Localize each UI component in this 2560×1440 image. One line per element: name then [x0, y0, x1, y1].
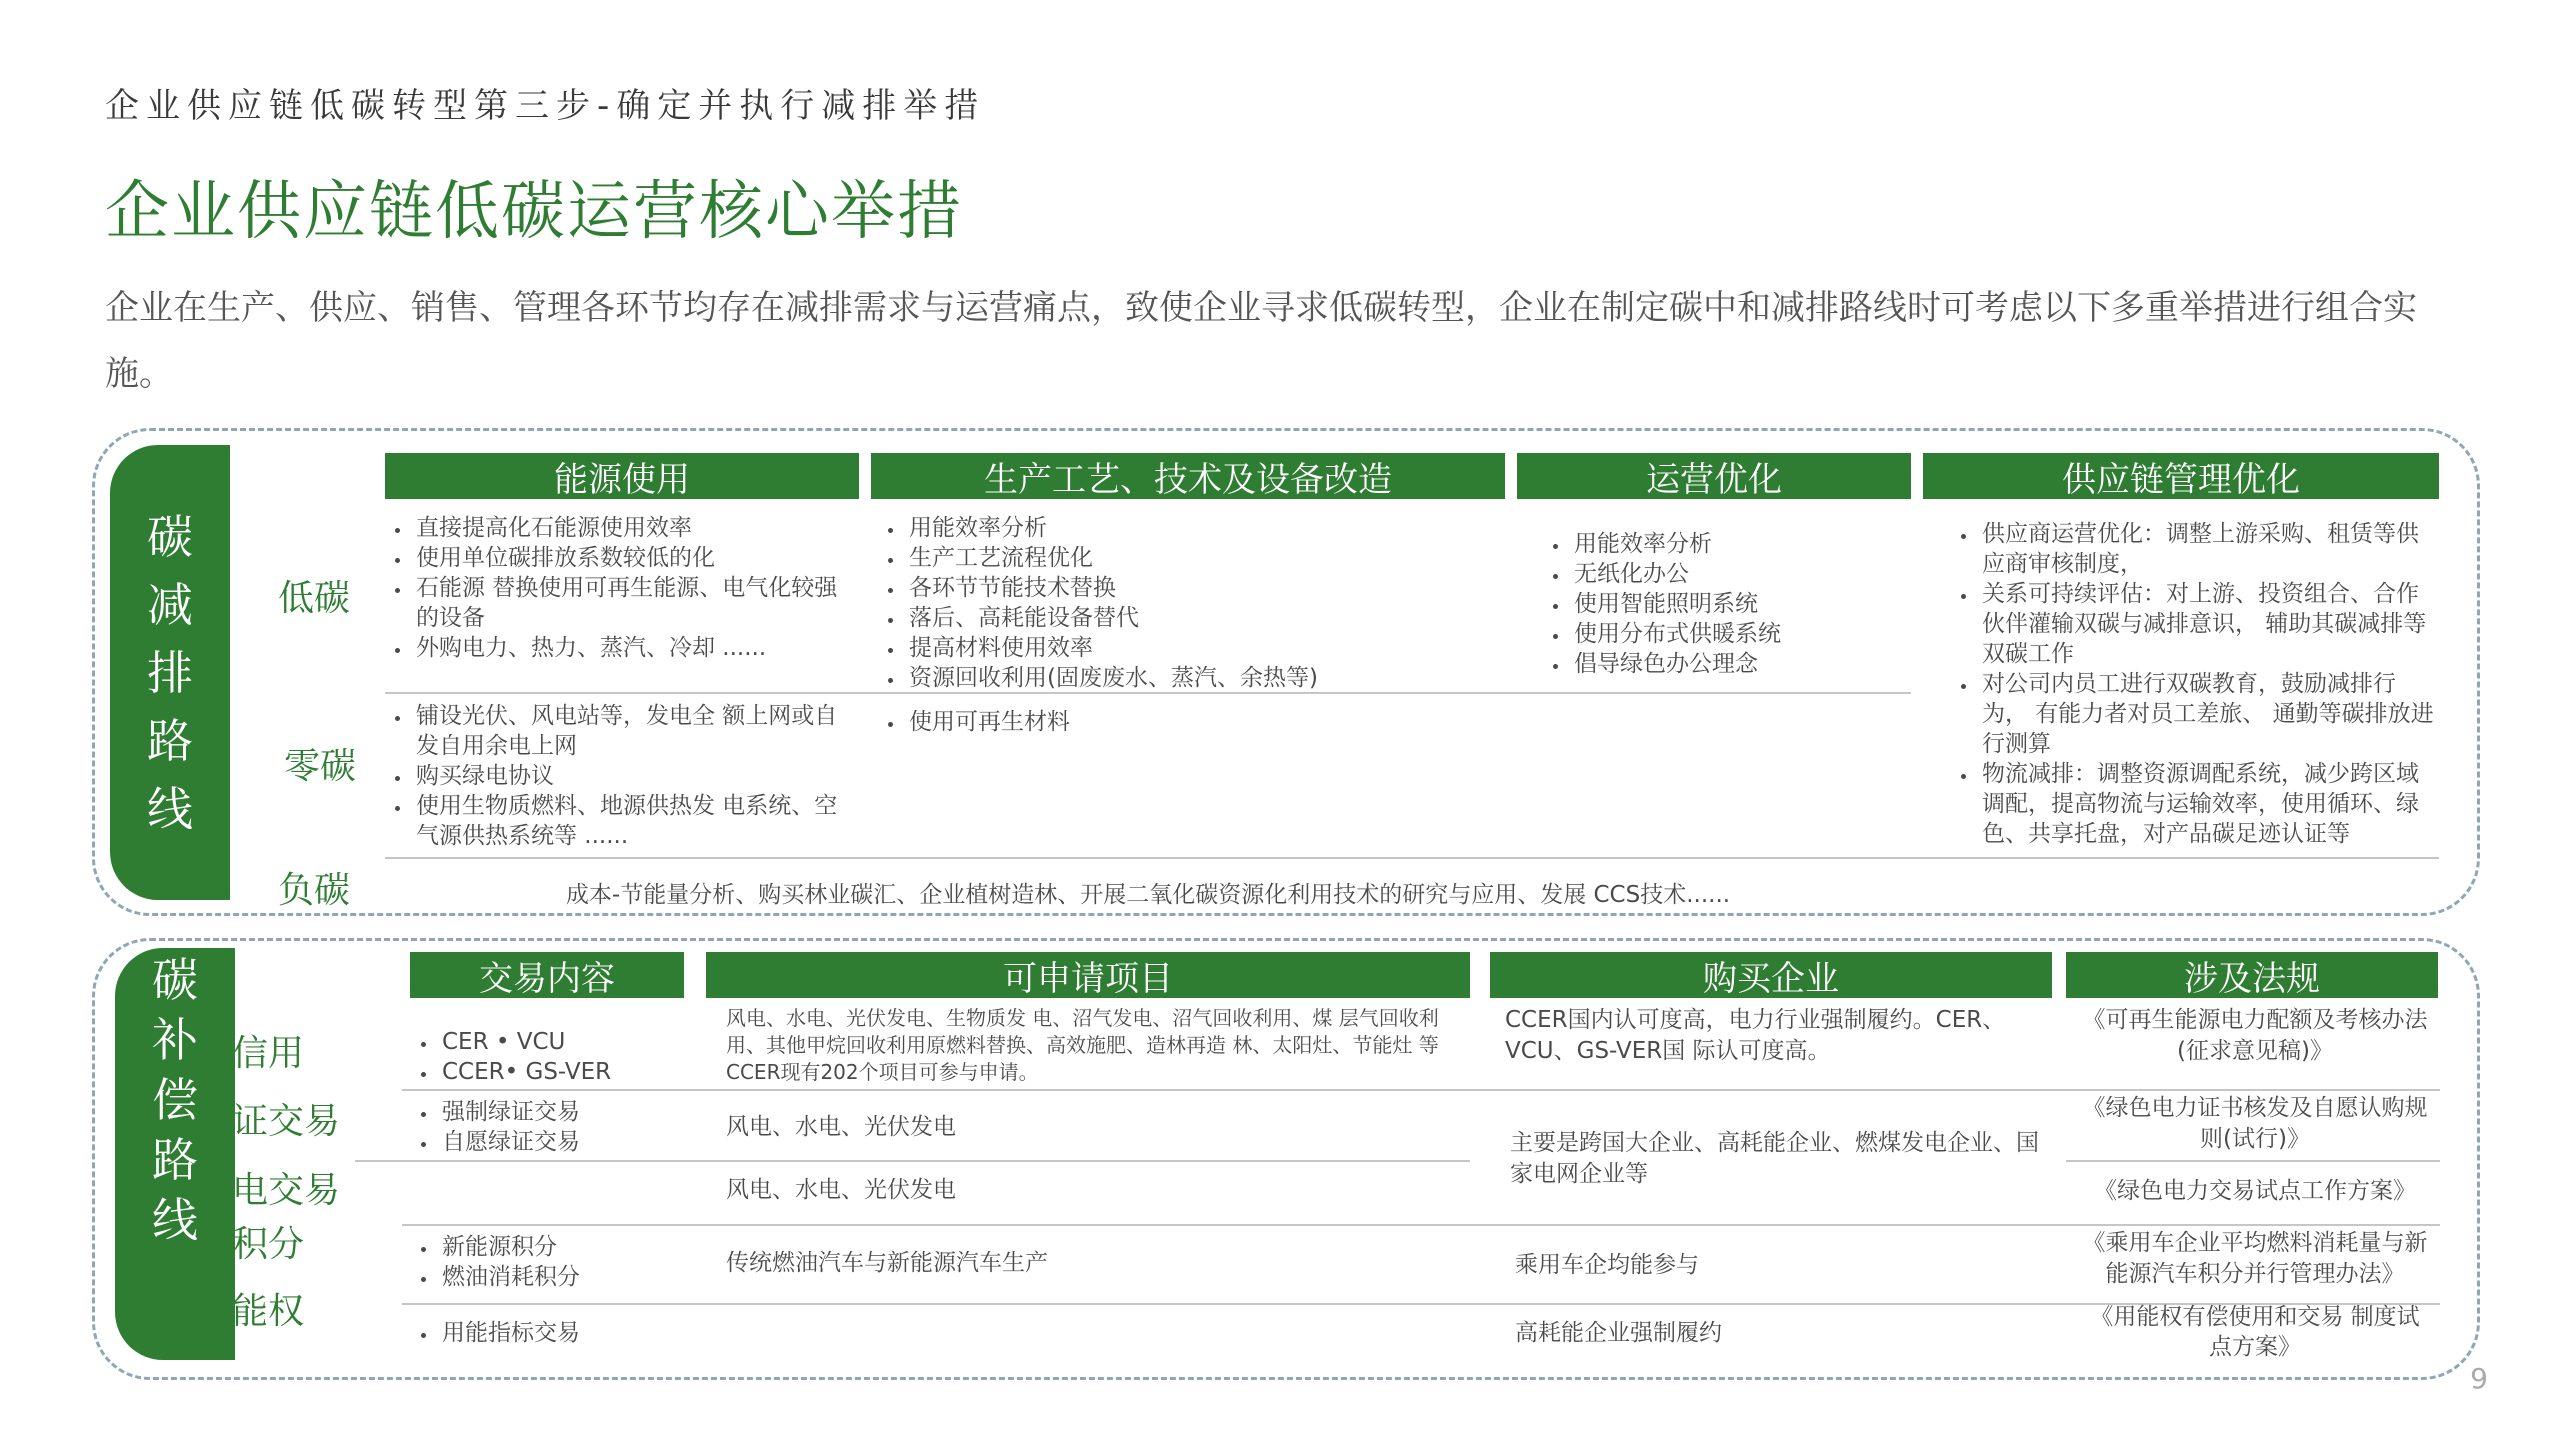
- list-item: • 燃油消耗积分: [438, 1262, 698, 1292]
- row-label-power-trading: 电交易: [232, 1170, 341, 1211]
- power-projects-text: 风电、水电、光伏发电: [726, 1177, 956, 1203]
- row-label-low-carbon: 低碳: [278, 578, 351, 619]
- reduction-side-label: [110, 445, 230, 900]
- list-item: • 使用生物质燃料、地源供热发 电系统、空气源供热系统等 ......: [412, 791, 852, 851]
- divider-line: [2066, 1160, 2440, 1162]
- list-item: • 使用单位碳排放系数较低的化: [412, 543, 852, 573]
- list-item: • 提高材料使用效率: [905, 633, 1505, 663]
- column-header-process: 生产工艺、技术及设备改造: [871, 453, 1505, 499]
- credit-regulation-text: 《可再生能源电力配额及考核办法(征求意见稿)》: [2082, 1007, 2428, 1064]
- power-regulation-text: 《绿色电力交易试点工作方案》: [2094, 1178, 2416, 1204]
- list-item: • CCER• GS-VER: [438, 1057, 698, 1087]
- list-item: • 购买绿电协议: [412, 761, 852, 791]
- offset-side-label: [115, 948, 235, 1360]
- column-header-buyers: 购买企业: [1490, 952, 2052, 998]
- list-item: • 自愿绿证交易: [438, 1127, 698, 1157]
- list-item: • 倡导绿色办公理念: [1570, 649, 1910, 679]
- list-item: • 铺设光伏、风电站等，发电全 额上网或自发自用余电上网: [412, 701, 852, 761]
- points-regulation-text: 《乘用车企业平均燃料消耗量与新能源汽车积分并行管理办法》: [2082, 1230, 2428, 1287]
- list-item: • 使用分布式供暖系统: [1570, 619, 1910, 649]
- list-item: • 物流减排：调整资源调配系统，减少跨区域调配，提高物流与运输效率，使用循环、绿色、共享托盘，对产品碳足迹认证等: [1978, 759, 2438, 849]
- side-char: 路: [147, 713, 193, 768]
- row-label-credit: 信用: [232, 1033, 305, 1074]
- certificate-projects-text: 风电、水电、光伏发电: [726, 1114, 956, 1140]
- side-char: 碳: [147, 509, 193, 564]
- list-item: • 落后、高耗能设备替代: [905, 603, 1505, 633]
- zero-carbon-energy-list: [372, 701, 852, 851]
- list-item: • 用能效率分析: [1570, 529, 1910, 559]
- certificate-regulation-text: 《绿色电力证书核发及自愿认购规则(试行)》: [2082, 1095, 2428, 1152]
- row-label-energy-rights: 能权: [232, 1291, 305, 1332]
- list-item: • 无纸化办公: [1570, 559, 1910, 589]
- column-header-regulations: 涉及法规: [2066, 952, 2438, 998]
- list-item: • 用能指标交易: [438, 1318, 698, 1348]
- side-char: 线: [147, 781, 193, 836]
- side-char: 碳: [152, 953, 198, 1007]
- column-header-supply-chain: 供应链管理优化: [1923, 453, 2439, 499]
- energy-rights-regulation-text: 《用能权有偿使用和交易 制度试点方案》: [2090, 1304, 2420, 1360]
- energy-rights-content-list: [398, 1318, 698, 1348]
- column-header-eligible-projects: 可申请项目: [706, 952, 1470, 998]
- list-item: • 石能源 替换使用可再生能源、电气化较强的设备: [412, 573, 852, 633]
- row-label-zero-carbon: 零碳: [284, 746, 357, 787]
- list-item: • CER • VCU: [438, 1027, 698, 1057]
- energy-rights-buyers-text: 高耗能企业强制履约: [1515, 1320, 1722, 1346]
- list-item: • 对公司内员工进行双碳教育，鼓励减排行为， 有能力者对员工差旅、 通勤等碳排放进行测算: [1978, 669, 2438, 759]
- low-carbon-energy-list: [372, 513, 852, 663]
- zero-carbon-process-list: [865, 707, 1505, 737]
- list-item: • 各环节节能技术替换: [905, 573, 1505, 603]
- supply-chain-list: [1938, 519, 2438, 849]
- list-item: • 使用智能照明系统: [1570, 589, 1910, 619]
- list-item: • 外购电力、热力、蒸汽、冷却 ......: [412, 633, 852, 663]
- list-item: • 使用可再生材料: [905, 707, 1505, 737]
- certificate-content-list: [398, 1097, 698, 1157]
- low-carbon-process-list: [865, 513, 1505, 693]
- list-item: • 供应商运营优化：调整上游采购、租赁等供应商审核制度，: [1978, 519, 2438, 579]
- column-header-energy: 能源使用: [385, 453, 859, 499]
- intro-paragraph: 企业在生产、供应、销售、管理各环节均存在减排需求与运营痛点，致使企业寻求低碳转型，企业在制定碳中和减排路线时可考虑以下多重举措进行组合实施。: [105, 288, 2417, 394]
- list-item: • 资源回收利用(固废废水、蒸汽、余热等): [905, 663, 1505, 693]
- points-buyers-text: 乘用车企均能参与: [1515, 1252, 1699, 1278]
- divider-line: [402, 1089, 2440, 1091]
- list-item: • 用能效率分析: [905, 513, 1505, 543]
- credit-buyers-text: CCER国内认可度高，电力行业强制履约。CER、VCU、GS-VER国 际认可度高。: [1505, 1007, 2006, 1064]
- list-item: • 强制绿证交易: [438, 1097, 698, 1127]
- list-item: • 生产工艺流程优化: [905, 543, 1505, 573]
- side-char: 线: [152, 1193, 198, 1247]
- points-content-list: [398, 1232, 698, 1292]
- side-char: 补: [152, 1013, 198, 1067]
- credit-projects-text: 风电、水电、光伏发电、生物质发 电、沼气发电、沼气回收利用、煤 层气回收利用、其他甲烷回收利用原燃料替换、高效施肥、造林再造 林、太阳灶、节能灶 等 CCER现有202个项目可参与申请。: [726, 1006, 1439, 1084]
- side-char: 路: [152, 1133, 198, 1187]
- page-number: 9: [2470, 1362, 2488, 1395]
- points-projects-text: 传统燃油汽车与新能源汽车生产: [726, 1250, 1048, 1276]
- column-header-trade-content: 交易内容: [410, 952, 684, 998]
- side-char: 偿: [152, 1073, 198, 1127]
- row-label-certificate-trading: 证交易: [232, 1101, 341, 1142]
- negative-carbon-text: 成本-节能量分析、购买林业碳汇、企业植树造林、开展二氧化碳资源化利用技术的研究与应用、发展 CCS技术......: [565, 882, 1731, 908]
- row-label-points: 积分: [232, 1224, 305, 1265]
- low-carbon-operations-list: [1530, 529, 1910, 679]
- section-subtitle: 企业供应链低碳转型第三步-确定并执行减排举措: [105, 86, 986, 126]
- divider-line: [355, 1160, 1470, 1162]
- side-char: 排: [147, 645, 193, 700]
- list-item: • 关系可持续评估：对上游、投资组合、合作伙伴灌输双碳与减排意识， 辅助其碳减排等双碳工作: [1978, 579, 2438, 669]
- divider-line: [385, 857, 2439, 859]
- row-label-negative-carbon: 负碳: [278, 870, 351, 911]
- side-char: 减: [147, 577, 193, 632]
- column-header-operations: 运营优化: [1517, 453, 1911, 499]
- divider-line: [402, 1224, 2440, 1226]
- page-title: 企业供应链低碳运营核心举措: [105, 175, 963, 249]
- certificate-power-buyers-text: 主要是跨国大企业、高耗能企业、燃煤发电企业、国家电网企业等: [1510, 1130, 2039, 1187]
- list-item: • 直接提高化石能源使用效率: [412, 513, 852, 543]
- credit-content-list: [398, 1027, 698, 1087]
- list-item: • 新能源积分: [438, 1232, 698, 1262]
